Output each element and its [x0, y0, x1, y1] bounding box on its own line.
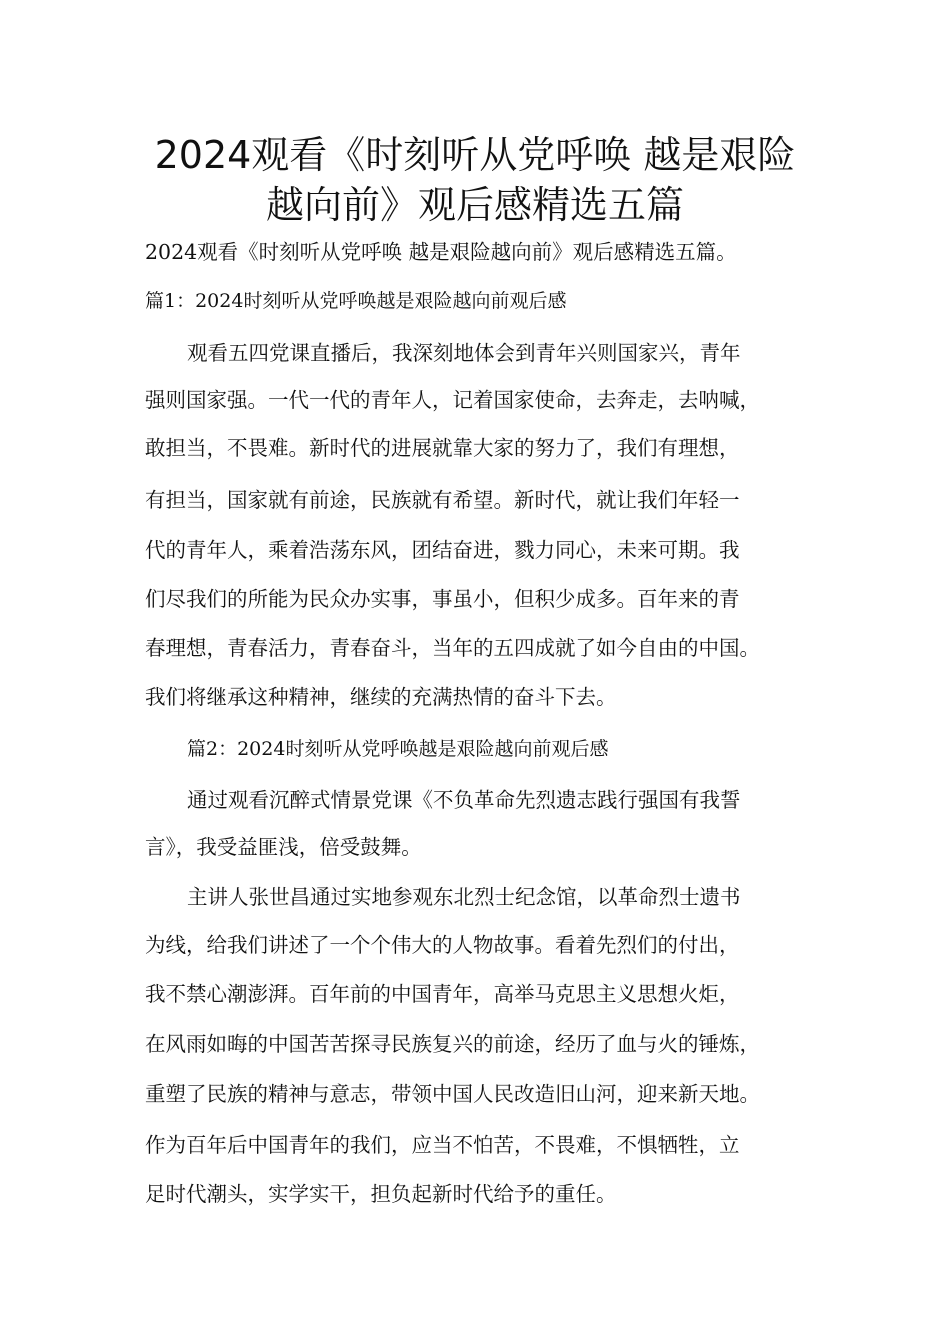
section-1-line: 敢担当，不畏难。新时代的进展就靠大家的努力了，我们有理想， — [145, 436, 740, 460]
document-title-line-1: 2024观看《时刻听从党呼唤 越是艰险 — [154, 133, 796, 177]
section-2-para-2-line: 在风雨如晦的中国苦苦探寻民族复兴的前途，经历了血与火的锤炼， — [145, 1032, 760, 1056]
section-2-para-2-line: 重塑了民族的精神与意志，带领中国人民改造旧山河，迎来新天地。 — [145, 1082, 760, 1106]
section-1-line: 春理想，青春活力，青春奋斗，当年的五四成就了如今自由的中国。 — [145, 636, 760, 660]
section-1-line: 们尽我们的所能为民众办实事，事虽小，但积少成多。百年来的青 — [145, 587, 740, 611]
section-2-para-1-line: 言》，我受益匪浅，倍受鼓舞。 — [145, 835, 422, 859]
section-2-para-2-line: 为线，给我们讲述了一个个伟大的人物故事。看着先烈们的付出， — [145, 933, 740, 957]
section-1-line: 我们将继承这种精神，继续的充满热情的奋斗下去。 — [145, 685, 617, 709]
document-title-line-2: 越向前》观后感精选五篇 — [265, 183, 684, 227]
section-1-heading: 篇1：2024时刻听从党呼唤越是艰险越向前观后感 — [145, 290, 567, 312]
intro-text: 2024观看《时刻听从党呼唤 越是艰险越向前》观后感精选五篇。 — [145, 240, 737, 264]
section-2-para-2-line: 主讲人张世昌通过实地参观东北烈士纪念馆，以革命烈士遗书 — [187, 885, 741, 909]
section-2-para-2-line: 作为百年后中国青年的我们，应当不怕苦，不畏难，不惧牺牲，立 — [145, 1133, 740, 1157]
section-2-para-2-line: 足时代潮头，实学实干，担负起新时代给予的重任。 — [145, 1182, 617, 1206]
section-1-line: 观看五四党课直播后，我深刻地体会到青年兴则国家兴，青年 — [187, 341, 741, 365]
section-2-heading: 篇2：2024时刻听从党呼唤越是艰险越向前观后感 — [187, 738, 609, 760]
section-2-para-1-line: 通过观看沉醉式情景党课《不负革命先烈遗志践行强国有我誓 — [187, 788, 741, 812]
section-1-line: 有担当，国家就有前途，民族就有希望。新时代，就让我们年轻一 — [145, 488, 740, 512]
section-2-para-2-line: 我不禁心潮澎湃。百年前的中国青年，高举马克思主义思想火炬， — [145, 982, 740, 1006]
section-1-line: 强则国家强。一代一代的青年人，记着国家使命，去奔走，去呐喊， — [145, 388, 760, 412]
section-1-line: 代的青年人，乘着浩荡东风，团结奋进，戮力同心，未来可期。我 — [145, 538, 740, 562]
